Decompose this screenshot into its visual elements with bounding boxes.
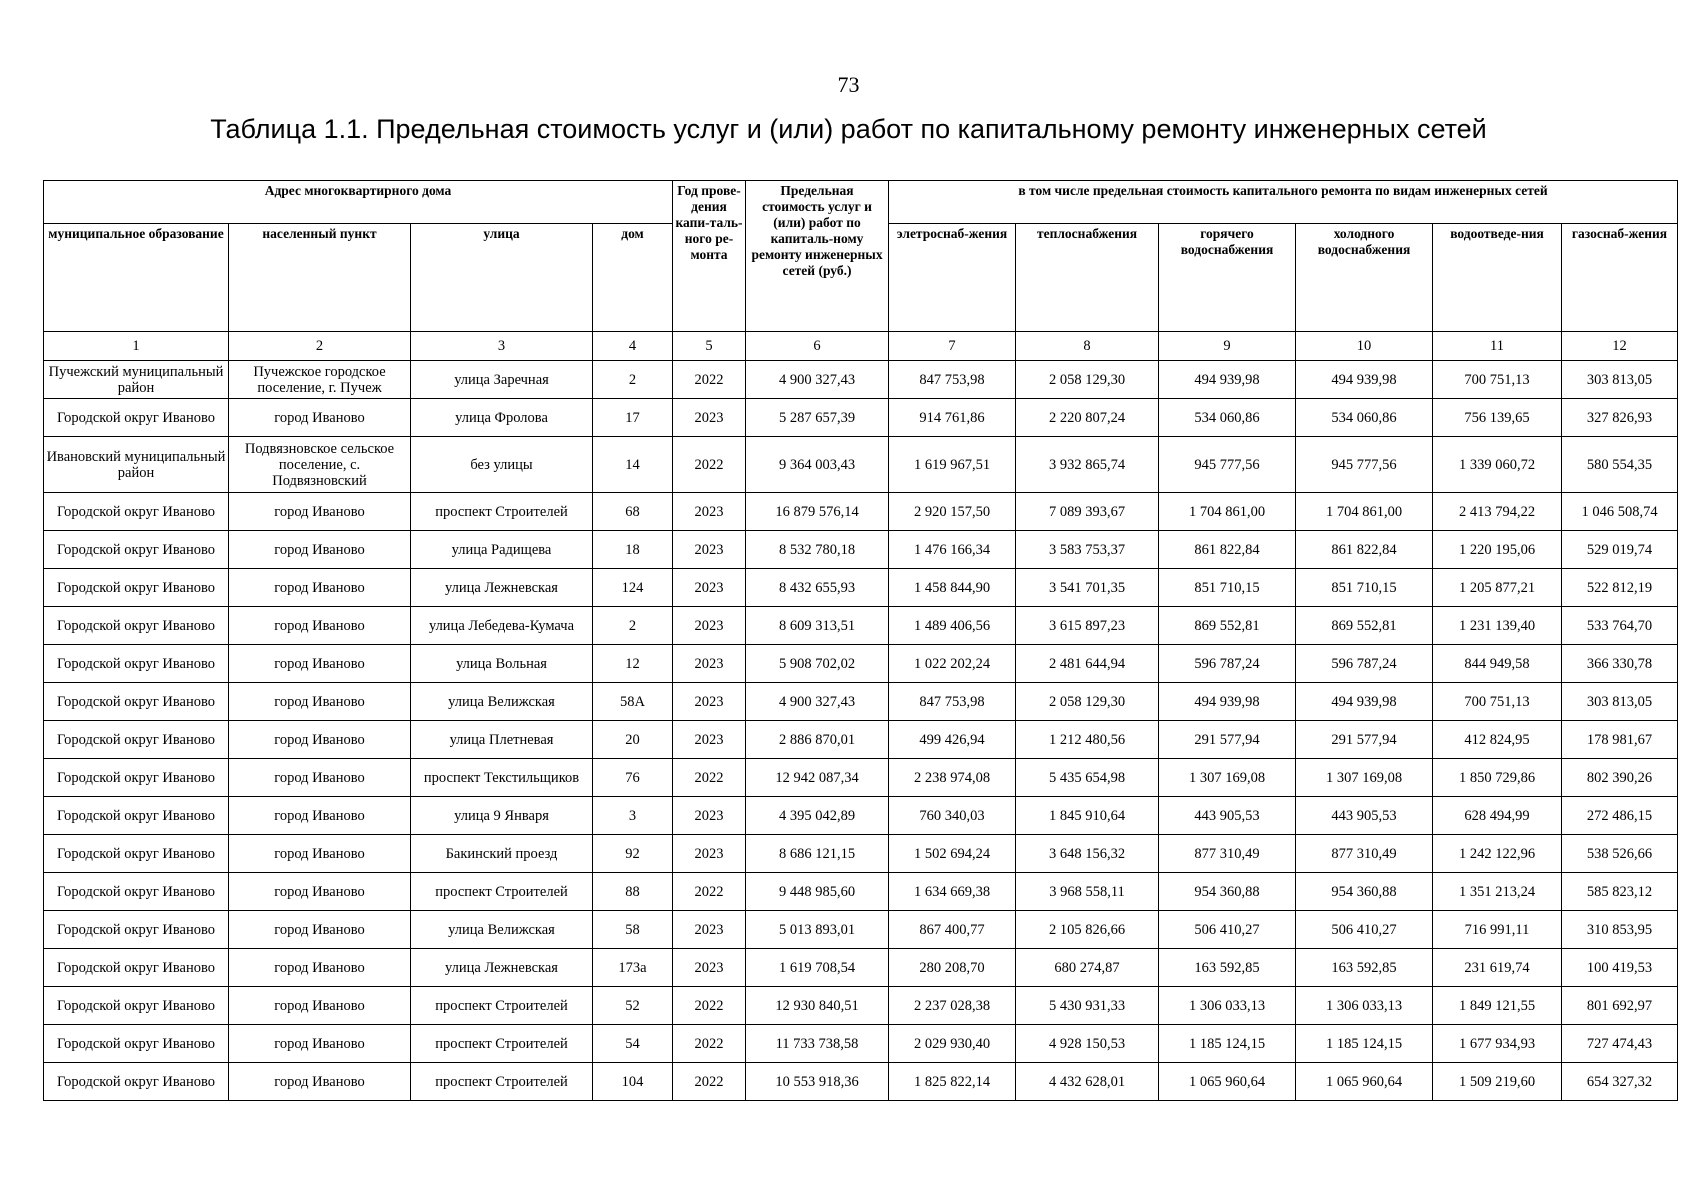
column-number: 11 xyxy=(1433,332,1562,361)
cell-municipality: Городской округ Иваново xyxy=(44,569,229,607)
cell-settlement: город Иваново xyxy=(229,873,411,911)
cell-hot-water: 851 710,15 xyxy=(1159,569,1296,607)
cell-municipality: Городской округ Иваново xyxy=(44,493,229,531)
table-row xyxy=(44,835,1678,873)
table-row xyxy=(44,437,1678,493)
cell-heat: 3 648 156,32 xyxy=(1016,835,1159,873)
cell-hot-water: 1 185 124,15 xyxy=(1159,1025,1296,1063)
cell-year: 2023 xyxy=(673,835,746,873)
table-row xyxy=(44,721,1678,759)
cell-gas: 522 812,19 xyxy=(1562,569,1678,607)
cell-heat: 2 105 826,66 xyxy=(1016,911,1159,949)
cell-municipality: Городской округ Иваново xyxy=(44,1063,229,1101)
cell-cold-water: 877 310,49 xyxy=(1296,835,1433,873)
cell-street: проспект Строителей xyxy=(411,987,593,1025)
cell-hot-water: 861 822,84 xyxy=(1159,531,1296,569)
header-cost: Предельная стоимость услуг и (или) работ по капиталь-ному ремонту инженерных сетей (руб.) xyxy=(746,181,889,332)
cell-electric: 1 825 822,14 xyxy=(889,1063,1016,1101)
cell-drainage: 1 242 122,96 xyxy=(1433,835,1562,873)
cell-cold-water: 596 787,24 xyxy=(1296,645,1433,683)
column-number: 12 xyxy=(1562,332,1678,361)
cell-hot-water: 869 552,81 xyxy=(1159,607,1296,645)
header-address-group: Адрес многоквартирного дома xyxy=(44,181,673,224)
cell-heat: 680 274,87 xyxy=(1016,949,1159,987)
cell-hot-water: 534 060,86 xyxy=(1159,399,1296,437)
cell-house: 76 xyxy=(593,759,673,797)
cell-street: Бакинский проезд xyxy=(411,835,593,873)
column-number: 2 xyxy=(229,332,411,361)
cell-total-cost: 5 013 893,01 xyxy=(746,911,889,949)
cell-street: улица Фролова xyxy=(411,399,593,437)
cell-settlement: Пучежское городское поселение, г. Пучеж xyxy=(229,361,411,399)
cell-electric: 2 238 974,08 xyxy=(889,759,1016,797)
cell-year: 2022 xyxy=(673,873,746,911)
cell-house: 58А xyxy=(593,683,673,721)
cell-house: 52 xyxy=(593,987,673,1025)
cell-year: 2023 xyxy=(673,911,746,949)
cell-drainage: 1 205 877,21 xyxy=(1433,569,1562,607)
cell-gas: 272 486,15 xyxy=(1562,797,1678,835)
cell-settlement: город Иваново xyxy=(229,645,411,683)
cell-house: 20 xyxy=(593,721,673,759)
cell-heat: 3 615 897,23 xyxy=(1016,607,1159,645)
cell-municipality: Городской округ Иваново xyxy=(44,607,229,645)
cell-municipality: Городской округ Иваново xyxy=(44,873,229,911)
cell-heat: 5 435 654,98 xyxy=(1016,759,1159,797)
cell-electric: 867 400,77 xyxy=(889,911,1016,949)
header-year: Год прове-дения капи-таль-ного ре-монта xyxy=(673,181,746,332)
column-number: 8 xyxy=(1016,332,1159,361)
cell-settlement: город Иваново xyxy=(229,683,411,721)
cell-electric: 499 426,94 xyxy=(889,721,1016,759)
cell-total-cost: 4 900 327,43 xyxy=(746,683,889,721)
cell-electric: 1 502 694,24 xyxy=(889,835,1016,873)
header-hot-water: горячего водоснабжения xyxy=(1159,224,1296,332)
cell-house: 68 xyxy=(593,493,673,531)
cell-drainage: 1 677 934,93 xyxy=(1433,1025,1562,1063)
cell-year: 2023 xyxy=(673,797,746,835)
cell-municipality: Городской округ Иваново xyxy=(44,949,229,987)
cell-hot-water: 494 939,98 xyxy=(1159,361,1296,399)
cell-electric: 1 022 202,24 xyxy=(889,645,1016,683)
cell-street: улица Радищева xyxy=(411,531,593,569)
cell-municipality: Ивановский муниципальный район xyxy=(44,437,229,493)
cell-street: улица Лебедева-Кумача xyxy=(411,607,593,645)
cell-hot-water: 291 577,94 xyxy=(1159,721,1296,759)
table-row xyxy=(44,607,1678,645)
cell-drainage: 700 751,13 xyxy=(1433,361,1562,399)
cell-hot-water: 1 704 861,00 xyxy=(1159,493,1296,531)
cell-electric: 2 029 930,40 xyxy=(889,1025,1016,1063)
cell-settlement: город Иваново xyxy=(229,759,411,797)
cost-table xyxy=(43,180,1678,1101)
cell-house: 54 xyxy=(593,1025,673,1063)
cell-gas: 100 419,53 xyxy=(1562,949,1678,987)
cell-total-cost: 12 930 840,51 xyxy=(746,987,889,1025)
cell-year: 2023 xyxy=(673,949,746,987)
cell-cold-water: 506 410,27 xyxy=(1296,911,1433,949)
cell-electric: 847 753,98 xyxy=(889,683,1016,721)
cell-electric: 2 237 028,38 xyxy=(889,987,1016,1025)
cell-settlement: город Иваново xyxy=(229,797,411,835)
table-row xyxy=(44,569,1678,607)
cell-total-cost: 5 908 702,02 xyxy=(746,645,889,683)
cell-drainage: 756 139,65 xyxy=(1433,399,1562,437)
cell-total-cost: 5 287 657,39 xyxy=(746,399,889,437)
header-drainage: водоотведе-ния xyxy=(1433,224,1562,332)
header-electric: элетроснаб-жения xyxy=(889,224,1016,332)
cell-total-cost: 9 364 003,43 xyxy=(746,437,889,493)
cell-hot-water: 1 307 169,08 xyxy=(1159,759,1296,797)
cell-heat: 2 481 644,94 xyxy=(1016,645,1159,683)
column-number: 9 xyxy=(1159,332,1296,361)
cell-total-cost: 2 886 870,01 xyxy=(746,721,889,759)
cell-settlement: город Иваново xyxy=(229,835,411,873)
cell-house: 58 xyxy=(593,911,673,949)
cell-drainage: 716 991,11 xyxy=(1433,911,1562,949)
cell-street: улица Велижская xyxy=(411,911,593,949)
cell-year: 2023 xyxy=(673,683,746,721)
cell-drainage: 231 619,74 xyxy=(1433,949,1562,987)
cell-municipality: Городской округ Иваново xyxy=(44,721,229,759)
cell-total-cost: 8 532 780,18 xyxy=(746,531,889,569)
cell-drainage: 1 351 213,24 xyxy=(1433,873,1562,911)
cell-gas: 303 813,05 xyxy=(1562,683,1678,721)
cell-heat: 5 430 931,33 xyxy=(1016,987,1159,1025)
cell-hot-water: 877 310,49 xyxy=(1159,835,1296,873)
cell-settlement: город Иваново xyxy=(229,569,411,607)
cell-total-cost: 8 609 313,51 xyxy=(746,607,889,645)
header-municipality: муниципальное образование xyxy=(44,224,229,332)
cell-drainage: 844 949,58 xyxy=(1433,645,1562,683)
cell-electric: 847 753,98 xyxy=(889,361,1016,399)
cell-settlement: город Иваново xyxy=(229,1025,411,1063)
table-row xyxy=(44,1025,1678,1063)
cell-cold-water: 1 306 033,13 xyxy=(1296,987,1433,1025)
cell-cold-water: 954 360,88 xyxy=(1296,873,1433,911)
cell-cold-water: 163 592,85 xyxy=(1296,949,1433,987)
cell-house: 2 xyxy=(593,361,673,399)
cell-drainage: 1 220 195,06 xyxy=(1433,531,1562,569)
cell-municipality: Пучежский муниципальный район xyxy=(44,361,229,399)
cell-electric: 1 634 669,38 xyxy=(889,873,1016,911)
cell-total-cost: 9 448 985,60 xyxy=(746,873,889,911)
cell-hot-water: 506 410,27 xyxy=(1159,911,1296,949)
cell-municipality: Городской округ Иваново xyxy=(44,399,229,437)
cell-street: улица Вольная xyxy=(411,645,593,683)
cell-hot-water: 163 592,85 xyxy=(1159,949,1296,987)
table-row xyxy=(44,399,1678,437)
cell-heat: 2 220 807,24 xyxy=(1016,399,1159,437)
header-heat: теплоснабжения xyxy=(1016,224,1159,332)
table-row xyxy=(44,645,1678,683)
cell-municipality: Городской округ Иваново xyxy=(44,759,229,797)
cell-house: 18 xyxy=(593,531,673,569)
cell-settlement: город Иваново xyxy=(229,949,411,987)
table-title: Таблица 1.1. Предельная стоимость услуг и (или) работ по капитальному ремонту инженерных сетей xyxy=(210,114,1487,144)
cell-hot-water: 596 787,24 xyxy=(1159,645,1296,683)
cell-gas: 529 019,74 xyxy=(1562,531,1678,569)
column-number: 5 xyxy=(673,332,746,361)
cell-heat: 2 058 129,30 xyxy=(1016,361,1159,399)
cell-electric: 1 458 844,90 xyxy=(889,569,1016,607)
cell-drainage: 1 509 219,60 xyxy=(1433,1063,1562,1101)
cell-electric: 760 340,03 xyxy=(889,797,1016,835)
table-row xyxy=(44,683,1678,721)
cell-electric: 1 619 967,51 xyxy=(889,437,1016,493)
cell-gas: 585 823,12 xyxy=(1562,873,1678,911)
cell-settlement: город Иваново xyxy=(229,493,411,531)
table-row xyxy=(44,493,1678,531)
cell-year: 2022 xyxy=(673,759,746,797)
cell-drainage: 412 824,95 xyxy=(1433,721,1562,759)
cell-street: улица Заречная xyxy=(411,361,593,399)
cell-street: проспект Строителей xyxy=(411,1063,593,1101)
header-cold-water: холодного водоснабжения xyxy=(1296,224,1433,332)
table-row xyxy=(44,873,1678,911)
column-number: 7 xyxy=(889,332,1016,361)
cell-house: 12 xyxy=(593,645,673,683)
cell-cold-water: 869 552,81 xyxy=(1296,607,1433,645)
cell-cold-water: 1 307 169,08 xyxy=(1296,759,1433,797)
page-number: 73 xyxy=(837,72,860,97)
cell-cold-water: 1 065 960,64 xyxy=(1296,1063,1433,1101)
cell-year: 2023 xyxy=(673,569,746,607)
cell-cold-water: 861 822,84 xyxy=(1296,531,1433,569)
cell-heat: 1 212 480,56 xyxy=(1016,721,1159,759)
cell-electric: 280 208,70 xyxy=(889,949,1016,987)
cell-year: 2022 xyxy=(673,987,746,1025)
cell-house: 3 xyxy=(593,797,673,835)
column-number: 6 xyxy=(746,332,889,361)
table-row xyxy=(44,759,1678,797)
cell-heat: 3 541 701,35 xyxy=(1016,569,1159,607)
cell-house: 2 xyxy=(593,607,673,645)
cell-municipality: Городской округ Иваново xyxy=(44,797,229,835)
cell-gas: 801 692,97 xyxy=(1562,987,1678,1025)
cell-heat: 4 928 150,53 xyxy=(1016,1025,1159,1063)
table-row xyxy=(44,1063,1678,1101)
cell-street: проспект Строителей xyxy=(411,1025,593,1063)
cell-settlement: Подвязновское сельское поселение, с. Подвязновский xyxy=(229,437,411,493)
cell-cold-water: 443 905,53 xyxy=(1296,797,1433,835)
cell-drainage: 2 413 794,22 xyxy=(1433,493,1562,531)
cell-gas: 727 474,43 xyxy=(1562,1025,1678,1063)
cell-gas: 538 526,66 xyxy=(1562,835,1678,873)
cell-total-cost: 4 900 327,43 xyxy=(746,361,889,399)
cell-street: улица Плетневая xyxy=(411,721,593,759)
cell-heat: 3 932 865,74 xyxy=(1016,437,1159,493)
cell-house: 88 xyxy=(593,873,673,911)
cell-drainage: 628 494,99 xyxy=(1433,797,1562,835)
cell-total-cost: 10 553 918,36 xyxy=(746,1063,889,1101)
cell-house: 104 xyxy=(593,1063,673,1101)
cell-heat: 7 089 393,67 xyxy=(1016,493,1159,531)
cell-settlement: город Иваново xyxy=(229,607,411,645)
cell-electric: 1 489 406,56 xyxy=(889,607,1016,645)
header-breakdown-group: в том числе предельная стоимость капитального ремонта по видам инженерных сетей xyxy=(889,181,1678,224)
cell-street: проспект Строителей xyxy=(411,873,593,911)
cell-total-cost: 11 733 738,58 xyxy=(746,1025,889,1063)
header-house: дом xyxy=(593,224,673,332)
table-row xyxy=(44,987,1678,1025)
cell-electric: 1 476 166,34 xyxy=(889,531,1016,569)
cell-cold-water: 945 777,56 xyxy=(1296,437,1433,493)
cell-drainage: 700 751,13 xyxy=(1433,683,1562,721)
cell-gas: 654 327,32 xyxy=(1562,1063,1678,1101)
cell-year: 2022 xyxy=(673,1025,746,1063)
cell-total-cost: 12 942 087,34 xyxy=(746,759,889,797)
header-settlement: населенный пункт xyxy=(229,224,411,332)
cell-settlement: город Иваново xyxy=(229,911,411,949)
header-street: улица xyxy=(411,224,593,332)
cell-heat: 2 058 129,30 xyxy=(1016,683,1159,721)
table-body xyxy=(44,361,1678,1101)
column-number: 4 xyxy=(593,332,673,361)
cell-house: 14 xyxy=(593,437,673,493)
cell-municipality: Городской округ Иваново xyxy=(44,531,229,569)
cell-municipality: Городской округ Иваново xyxy=(44,987,229,1025)
cell-total-cost: 16 879 576,14 xyxy=(746,493,889,531)
cell-year: 2023 xyxy=(673,399,746,437)
cell-house: 173а xyxy=(593,949,673,987)
cell-settlement: город Иваново xyxy=(229,531,411,569)
table-row xyxy=(44,949,1678,987)
cell-total-cost: 8 432 655,93 xyxy=(746,569,889,607)
cell-year: 2022 xyxy=(673,437,746,493)
column-number: 1 xyxy=(44,332,229,361)
cell-heat: 3 583 753,37 xyxy=(1016,531,1159,569)
cell-electric: 914 761,86 xyxy=(889,399,1016,437)
cell-drainage: 1 339 060,72 xyxy=(1433,437,1562,493)
column-number: 10 xyxy=(1296,332,1433,361)
cell-total-cost: 8 686 121,15 xyxy=(746,835,889,873)
cell-drainage: 1 849 121,55 xyxy=(1433,987,1562,1025)
cell-heat: 1 845 910,64 xyxy=(1016,797,1159,835)
cell-street: проспект Текстильщиков xyxy=(411,759,593,797)
cell-hot-water: 1 065 960,64 xyxy=(1159,1063,1296,1101)
table-row xyxy=(44,911,1678,949)
cell-year: 2023 xyxy=(673,645,746,683)
cell-settlement: город Иваново xyxy=(229,721,411,759)
cell-cold-water: 851 710,15 xyxy=(1296,569,1433,607)
cell-gas: 533 764,70 xyxy=(1562,607,1678,645)
cell-hot-water: 945 777,56 xyxy=(1159,437,1296,493)
cell-year: 2023 xyxy=(673,493,746,531)
cell-year: 2022 xyxy=(673,1063,746,1101)
cell-municipality: Городской округ Иваново xyxy=(44,1025,229,1063)
cell-heat: 3 968 558,11 xyxy=(1016,873,1159,911)
cell-gas: 310 853,95 xyxy=(1562,911,1678,949)
cell-house: 17 xyxy=(593,399,673,437)
cell-heat: 4 432 628,01 xyxy=(1016,1063,1159,1101)
cell-settlement: город Иваново xyxy=(229,1063,411,1101)
cell-year: 2022 xyxy=(673,361,746,399)
cell-drainage: 1 850 729,86 xyxy=(1433,759,1562,797)
table-row xyxy=(44,531,1678,569)
cell-cold-water: 494 939,98 xyxy=(1296,361,1433,399)
cell-cold-water: 1 704 861,00 xyxy=(1296,493,1433,531)
cell-house: 124 xyxy=(593,569,673,607)
cell-year: 2023 xyxy=(673,531,746,569)
cell-hot-water: 494 939,98 xyxy=(1159,683,1296,721)
header-gas: газоснаб-жения xyxy=(1562,224,1678,332)
cell-street: без улицы xyxy=(411,437,593,493)
cell-house: 92 xyxy=(593,835,673,873)
cell-gas: 802 390,26 xyxy=(1562,759,1678,797)
cell-year: 2023 xyxy=(673,607,746,645)
cell-cold-water: 291 577,94 xyxy=(1296,721,1433,759)
cell-year: 2023 xyxy=(673,721,746,759)
cell-settlement: город Иваново xyxy=(229,399,411,437)
cell-street: проспект Строителей xyxy=(411,493,593,531)
cell-cold-water: 494 939,98 xyxy=(1296,683,1433,721)
cell-hot-water: 443 905,53 xyxy=(1159,797,1296,835)
cell-gas: 580 554,35 xyxy=(1562,437,1678,493)
table-row xyxy=(44,361,1678,399)
cell-gas: 327 826,93 xyxy=(1562,399,1678,437)
table-row xyxy=(44,797,1678,835)
cell-municipality: Городской округ Иваново xyxy=(44,835,229,873)
cell-hot-water: 1 306 033,13 xyxy=(1159,987,1296,1025)
cell-gas: 366 330,78 xyxy=(1562,645,1678,683)
cell-street: улица Лежневская xyxy=(411,569,593,607)
cell-municipality: Городской округ Иваново xyxy=(44,645,229,683)
cell-electric: 2 920 157,50 xyxy=(889,493,1016,531)
cell-street: улица Велижская xyxy=(411,683,593,721)
cell-cold-water: 534 060,86 xyxy=(1296,399,1433,437)
cell-gas: 1 046 508,74 xyxy=(1562,493,1678,531)
cell-gas: 178 981,67 xyxy=(1562,721,1678,759)
cell-total-cost: 4 395 042,89 xyxy=(746,797,889,835)
cell-total-cost: 1 619 708,54 xyxy=(746,949,889,987)
cell-hot-water: 954 360,88 xyxy=(1159,873,1296,911)
cell-settlement: город Иваново xyxy=(229,987,411,1025)
cell-drainage: 1 231 139,40 xyxy=(1433,607,1562,645)
cell-street: улица Лежневская xyxy=(411,949,593,987)
cell-street: улица 9 Января xyxy=(411,797,593,835)
cell-municipality: Городской округ Иваново xyxy=(44,683,229,721)
cell-municipality: Городской округ Иваново xyxy=(44,911,229,949)
cell-cold-water: 1 185 124,15 xyxy=(1296,1025,1433,1063)
column-number: 3 xyxy=(411,332,593,361)
cell-gas: 303 813,05 xyxy=(1562,361,1678,399)
